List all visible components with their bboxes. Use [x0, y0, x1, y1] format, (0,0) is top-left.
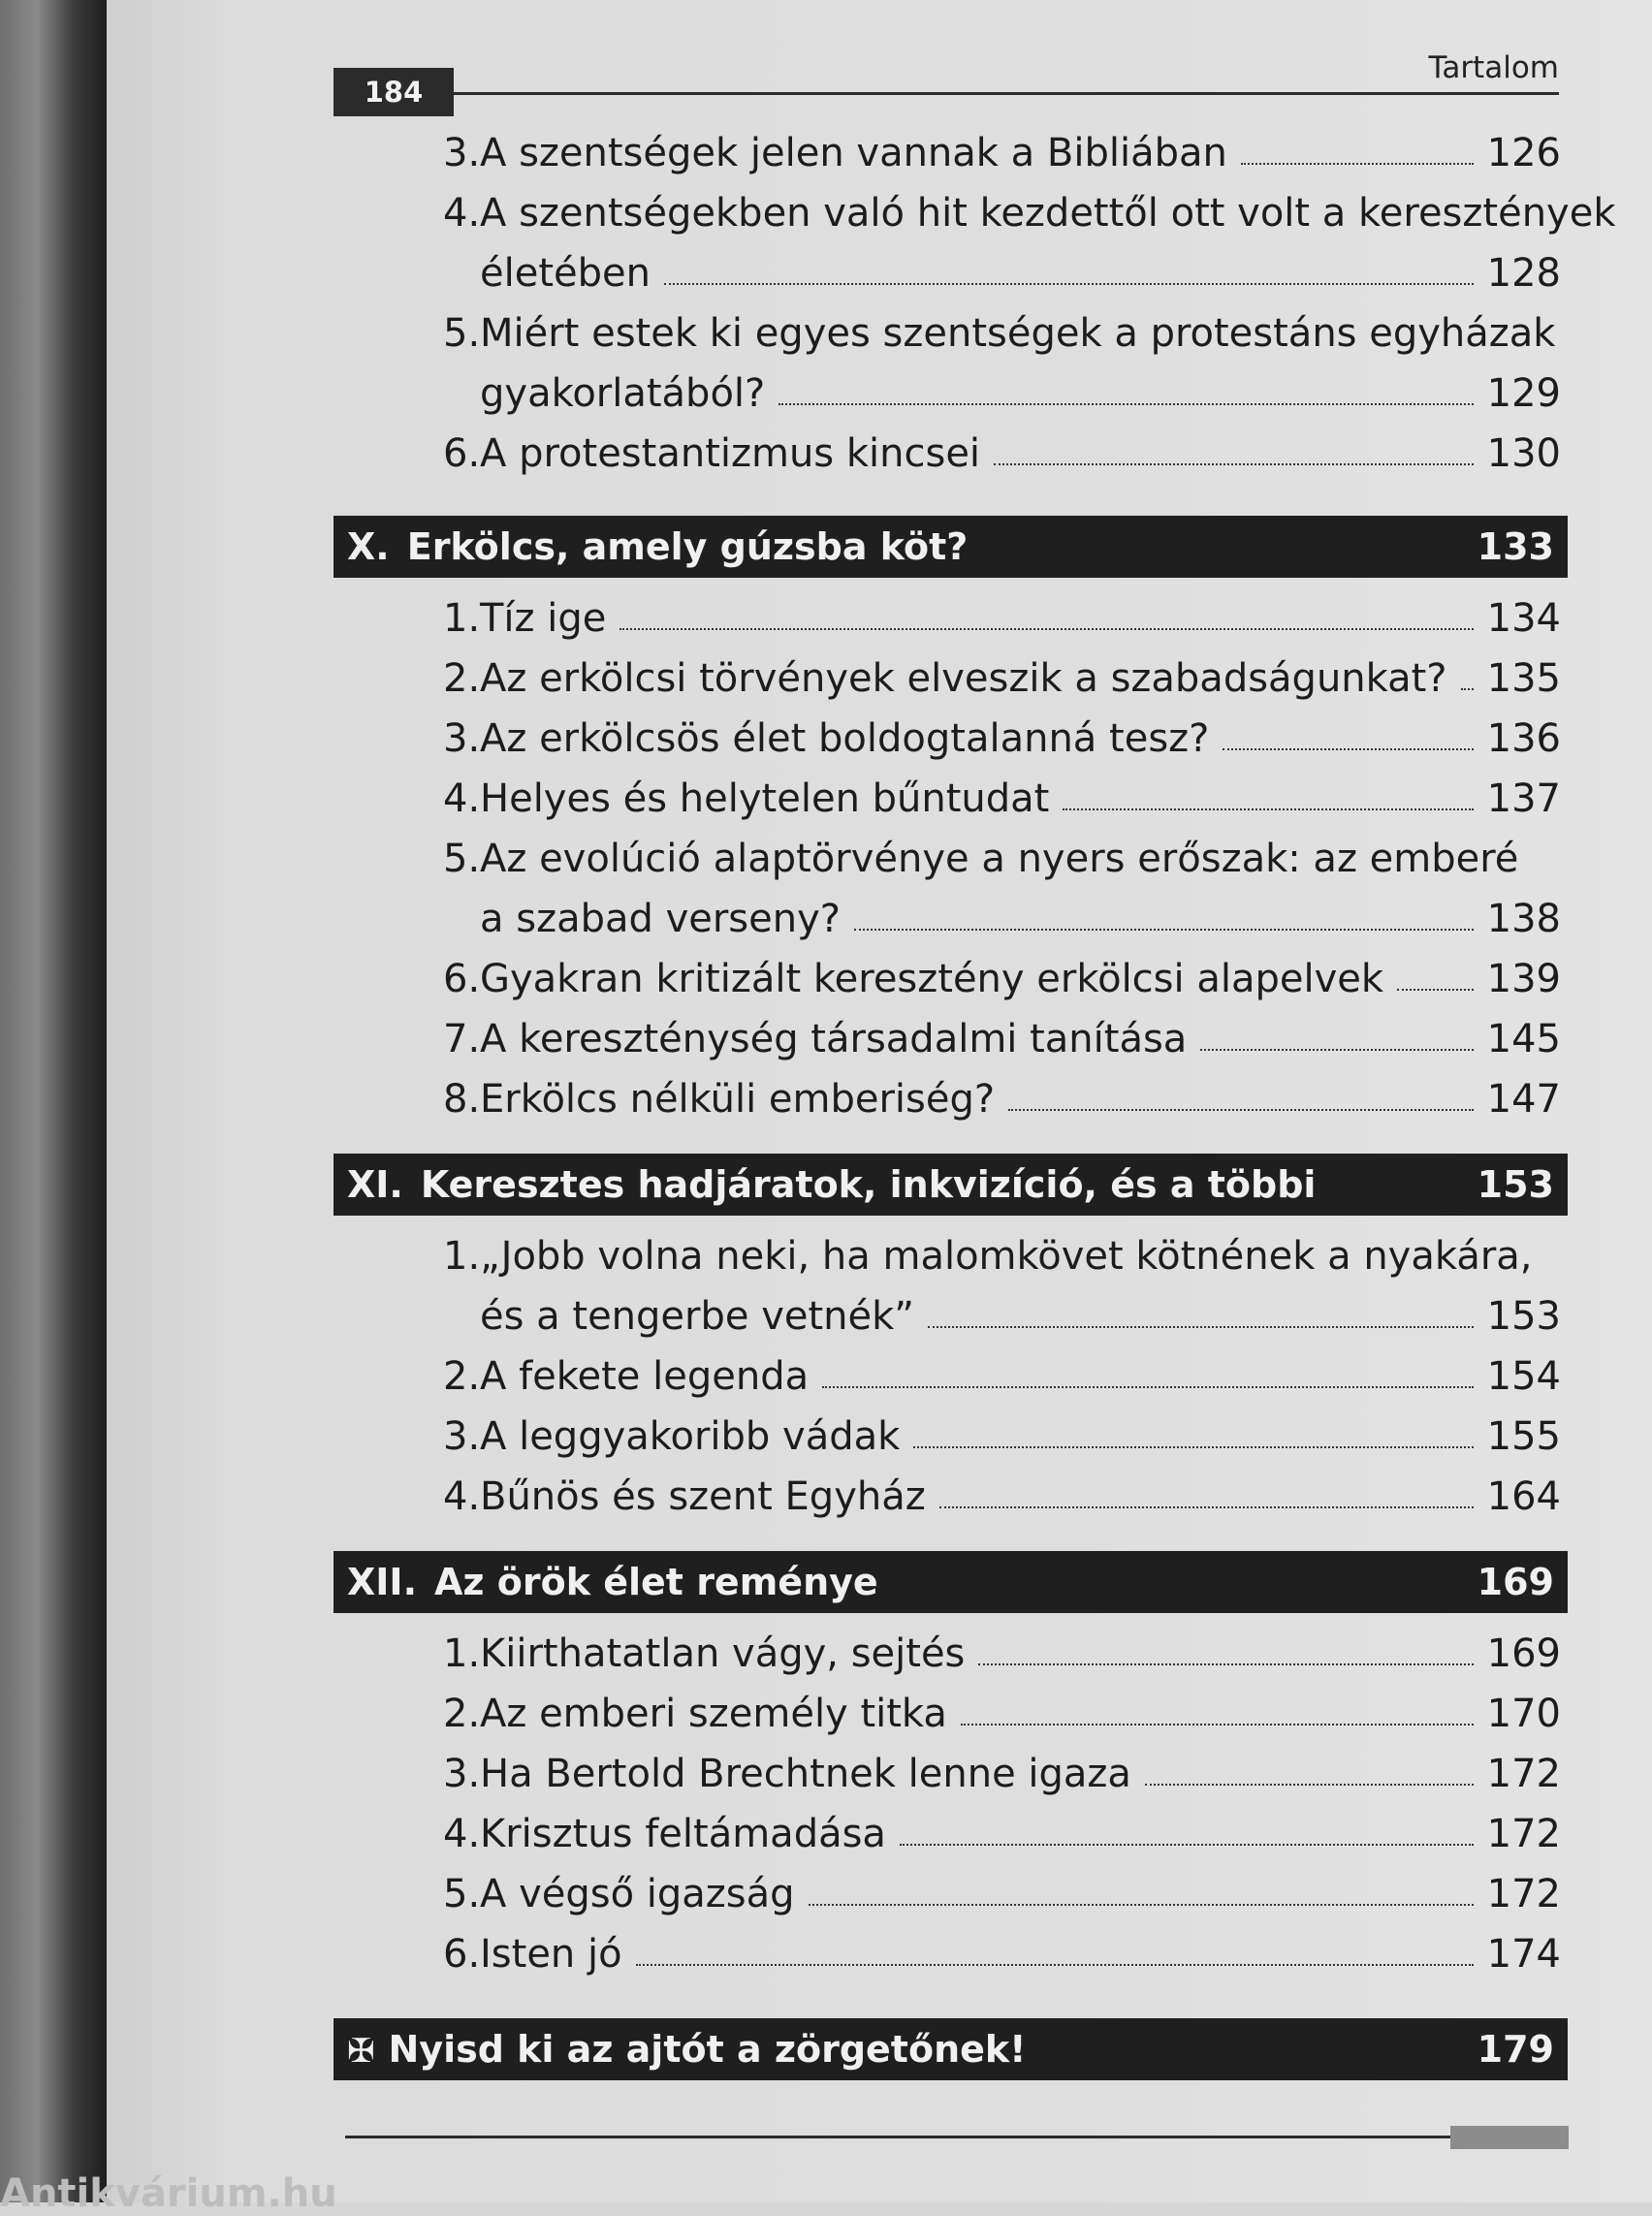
toc-entry-number: 1.	[443, 1631, 481, 1676]
toc-entry-number: 2.	[443, 1692, 481, 1736]
toc-entry-text: A leggyakoribb vádak	[480, 1414, 901, 1459]
final-section-bar	[334, 2018, 1568, 2080]
toc-entry-number: 3.	[443, 131, 481, 175]
section-page: 133	[1477, 525, 1554, 568]
section-title-text: Keresztes hadjáratok, inkvizíció, és a többi	[420, 1163, 1317, 1206]
toc-entry-text: A végső igazság	[480, 1872, 795, 1916]
toc-entry-line	[443, 310, 1555, 357]
toc-entry-line	[443, 1233, 1533, 1280]
section-number: XII.	[347, 1561, 418, 1603]
dot-leader	[1063, 808, 1473, 810]
toc-entry-page: 134	[1486, 596, 1561, 641]
toc-entry-text: Gyakran kritizált keresztény erkölcsi alapelvek	[480, 957, 1384, 1001]
toc-entry-number: 4.	[443, 1812, 481, 1856]
section-bar	[334, 1551, 1568, 1613]
dot-leader	[822, 1386, 1474, 1388]
dot-leader	[778, 403, 1473, 405]
dot-leader	[620, 628, 1473, 630]
toc-entry	[443, 644, 1561, 702]
section-title	[347, 525, 968, 568]
dot-leader	[978, 1663, 1473, 1665]
toc-entry-page: 145	[1486, 1017, 1561, 1061]
toc-entry-number: 3.	[443, 1752, 481, 1796]
toc-entry-text: A szentségek jelen vannak a Bibliában	[480, 131, 1227, 175]
toc-entry	[443, 584, 1561, 642]
toc-entry-page: 147	[1486, 1077, 1561, 1122]
toc-entry	[443, 1619, 1561, 1677]
toc-entry-page: 155	[1486, 1414, 1561, 1459]
dot-leader	[1397, 989, 1474, 991]
section-title	[347, 1163, 1316, 1206]
toc-entry-text: A kereszténység társadalmi tanítása	[480, 1017, 1188, 1061]
toc-entry-text: a szabad verseny?	[480, 897, 842, 941]
dot-leader	[1145, 1784, 1474, 1786]
toc-entry-text: Ha Bertold Brechtnek lenne igaza	[480, 1752, 1131, 1796]
watermark: Antikvárium.hu	[0, 2171, 337, 2216]
section-number: XI.	[347, 1163, 403, 1206]
toc-entry-number: 7.	[443, 1017, 481, 1061]
toc-entry-text: A fekete legenda	[480, 1354, 810, 1399]
toc-entry	[443, 238, 1561, 297]
toc-entry	[443, 944, 1561, 1002]
section-title	[347, 2028, 1027, 2071]
toc-entry-page: 170	[1486, 1692, 1561, 1736]
running-title: Tartalom	[1428, 50, 1559, 85]
toc-entry-text: Isten jó	[480, 1932, 622, 1977]
toc-entry-text: Erkölcs nélküli emberiség?	[480, 1077, 996, 1122]
toc-entry-page: 154	[1486, 1354, 1561, 1399]
toc-entry	[443, 1799, 1561, 1857]
toc-entry-page: 169	[1486, 1631, 1561, 1676]
toc-entry-number: 4.	[443, 1474, 481, 1519]
toc-entry-page: 130	[1486, 431, 1561, 476]
toc-entry-page: 129	[1486, 371, 1561, 416]
toc-entry-number: 6.	[443, 1932, 481, 1977]
section-page: 179	[1477, 2028, 1554, 2071]
toc-entry-page: 172	[1486, 1872, 1561, 1916]
toc-entry	[443, 1462, 1561, 1520]
section-title-text: Erkölcs, amely gúzsba köt?	[406, 525, 969, 568]
toc-entry-text: „Jobb volna neki, ha malomkövet kötnének a nyakára,	[480, 1234, 1533, 1279]
section-number: X.	[347, 525, 390, 568]
toc-entry-page: 138	[1486, 897, 1561, 941]
dot-leader	[913, 1446, 1473, 1448]
toc-entry-text: Tíz ige	[480, 596, 607, 641]
toc-entry-number: 2.	[443, 1354, 481, 1399]
toc-entry-page: 172	[1486, 1812, 1561, 1856]
toc-entry-text: Miért estek ki egyes szentségek a protestáns egyházak	[480, 311, 1556, 356]
footer-rule	[345, 2136, 1450, 2138]
toc-entry-text: és a tengerbe vetnék”	[480, 1294, 915, 1339]
section-title-text: Az örök élet reménye	[434, 1561, 878, 1603]
toc-entry-number: 1.	[443, 596, 481, 641]
toc-entry	[443, 1282, 1561, 1340]
toc-entry-line	[443, 190, 1615, 237]
toc-entry-number: 3.	[443, 716, 481, 761]
dot-leader	[961, 1724, 1474, 1725]
toc-entry-number: 4.	[443, 191, 481, 236]
toc-entry	[443, 1342, 1561, 1400]
dot-leader	[1241, 163, 1474, 165]
toc-entry	[443, 1064, 1561, 1123]
toc-entry-number: 3.	[443, 1414, 481, 1459]
toc-entry	[443, 1919, 1561, 1978]
toc-entry-page: 164	[1486, 1474, 1561, 1519]
dot-leader	[664, 283, 1474, 285]
toc-entry-text: A szentségekben való hit kezdettől ott volt a keresztények	[480, 191, 1616, 236]
section-bar	[334, 1154, 1568, 1216]
dot-leader	[928, 1326, 1474, 1328]
dot-leader	[939, 1506, 1474, 1508]
toc-entry	[443, 764, 1561, 822]
toc-entry-text: életében	[480, 251, 651, 296]
toc-entry	[443, 1739, 1561, 1797]
toc-entry-page: 136	[1486, 716, 1561, 761]
toc-entry-text: A protestantizmus kincsei	[480, 431, 981, 476]
toc-entry-page: 137	[1486, 776, 1561, 821]
toc-entry-text: Az evolúció alaptörvénye a nyers erőszak: az emberé	[480, 837, 1519, 881]
toc-entry	[443, 1859, 1561, 1917]
section-page: 153	[1477, 1163, 1554, 1206]
section-title-text: Nyisd ki az ajtót a zörgetőnek!	[388, 2028, 1027, 2071]
toc-entry-number: 8.	[443, 1077, 481, 1122]
dot-leader	[994, 463, 1474, 465]
toc-entry	[443, 359, 1561, 417]
toc-entry	[443, 1402, 1561, 1460]
dot-leader	[636, 1964, 1474, 1966]
toc-entry-text: Az erkölcsi törvények elveszik a szabadságunkat?	[480, 656, 1447, 701]
page-number: 184	[334, 68, 454, 116]
toc-entry-number: 1.	[443, 1234, 481, 1279]
toc-entry-text: Bűnös és szent Egyház	[480, 1474, 926, 1519]
toc-entry	[443, 704, 1561, 762]
toc-entry-text: Krisztus feltámadása	[480, 1812, 886, 1856]
toc-entry-page: 174	[1486, 1932, 1561, 1977]
toc-entry	[443, 884, 1561, 942]
toc-entry	[443, 1679, 1561, 1737]
dot-leader	[809, 1904, 1474, 1906]
toc-entry-number: 5.	[443, 1872, 481, 1916]
toc-entry-text: Az emberi személy titka	[480, 1692, 947, 1736]
dot-leader	[1461, 688, 1474, 690]
dot-leader	[854, 929, 1474, 931]
toc-entry-page: 153	[1486, 1294, 1561, 1339]
section-title	[347, 1561, 878, 1603]
toc-entry	[443, 118, 1561, 176]
section-bar	[334, 516, 1568, 578]
toc-entry-text: gyakorlatából?	[480, 371, 766, 416]
toc-entry-text: Az erkölcsös élet boldogtalanná tesz?	[480, 716, 1210, 761]
toc-entry	[443, 1004, 1561, 1062]
toc-entry-text: Helyes és helytelen bűntudat	[480, 776, 1050, 821]
dot-leader	[1008, 1109, 1474, 1111]
dot-leader	[900, 1844, 1474, 1846]
toc-entry-number: 6.	[443, 431, 481, 476]
toc-entry-number: 6.	[443, 957, 481, 1001]
footer-marker	[1450, 2126, 1569, 2149]
dot-leader	[1223, 748, 1473, 750]
cross-icon: ✠	[347, 2032, 375, 2071]
toc-entry-text: Kiirthatatlan vágy, sejtés	[480, 1631, 966, 1676]
toc-entry-number: 5.	[443, 311, 481, 356]
toc-entry-number: 5.	[443, 837, 481, 881]
dot-leader	[1200, 1049, 1473, 1051]
toc-entry-page: 135	[1486, 656, 1561, 701]
section-page: 169	[1477, 1561, 1554, 1603]
toc-entry-line	[443, 836, 1518, 882]
toc-entry-number: 2.	[443, 656, 481, 701]
toc-entry-page: 128	[1486, 251, 1561, 296]
toc-entry-number: 4.	[443, 776, 481, 821]
toc-entry-page: 126	[1486, 131, 1561, 175]
toc-entry	[443, 419, 1561, 477]
toc-entry-page: 172	[1486, 1752, 1561, 1796]
toc-entry-page: 139	[1486, 957, 1561, 1001]
